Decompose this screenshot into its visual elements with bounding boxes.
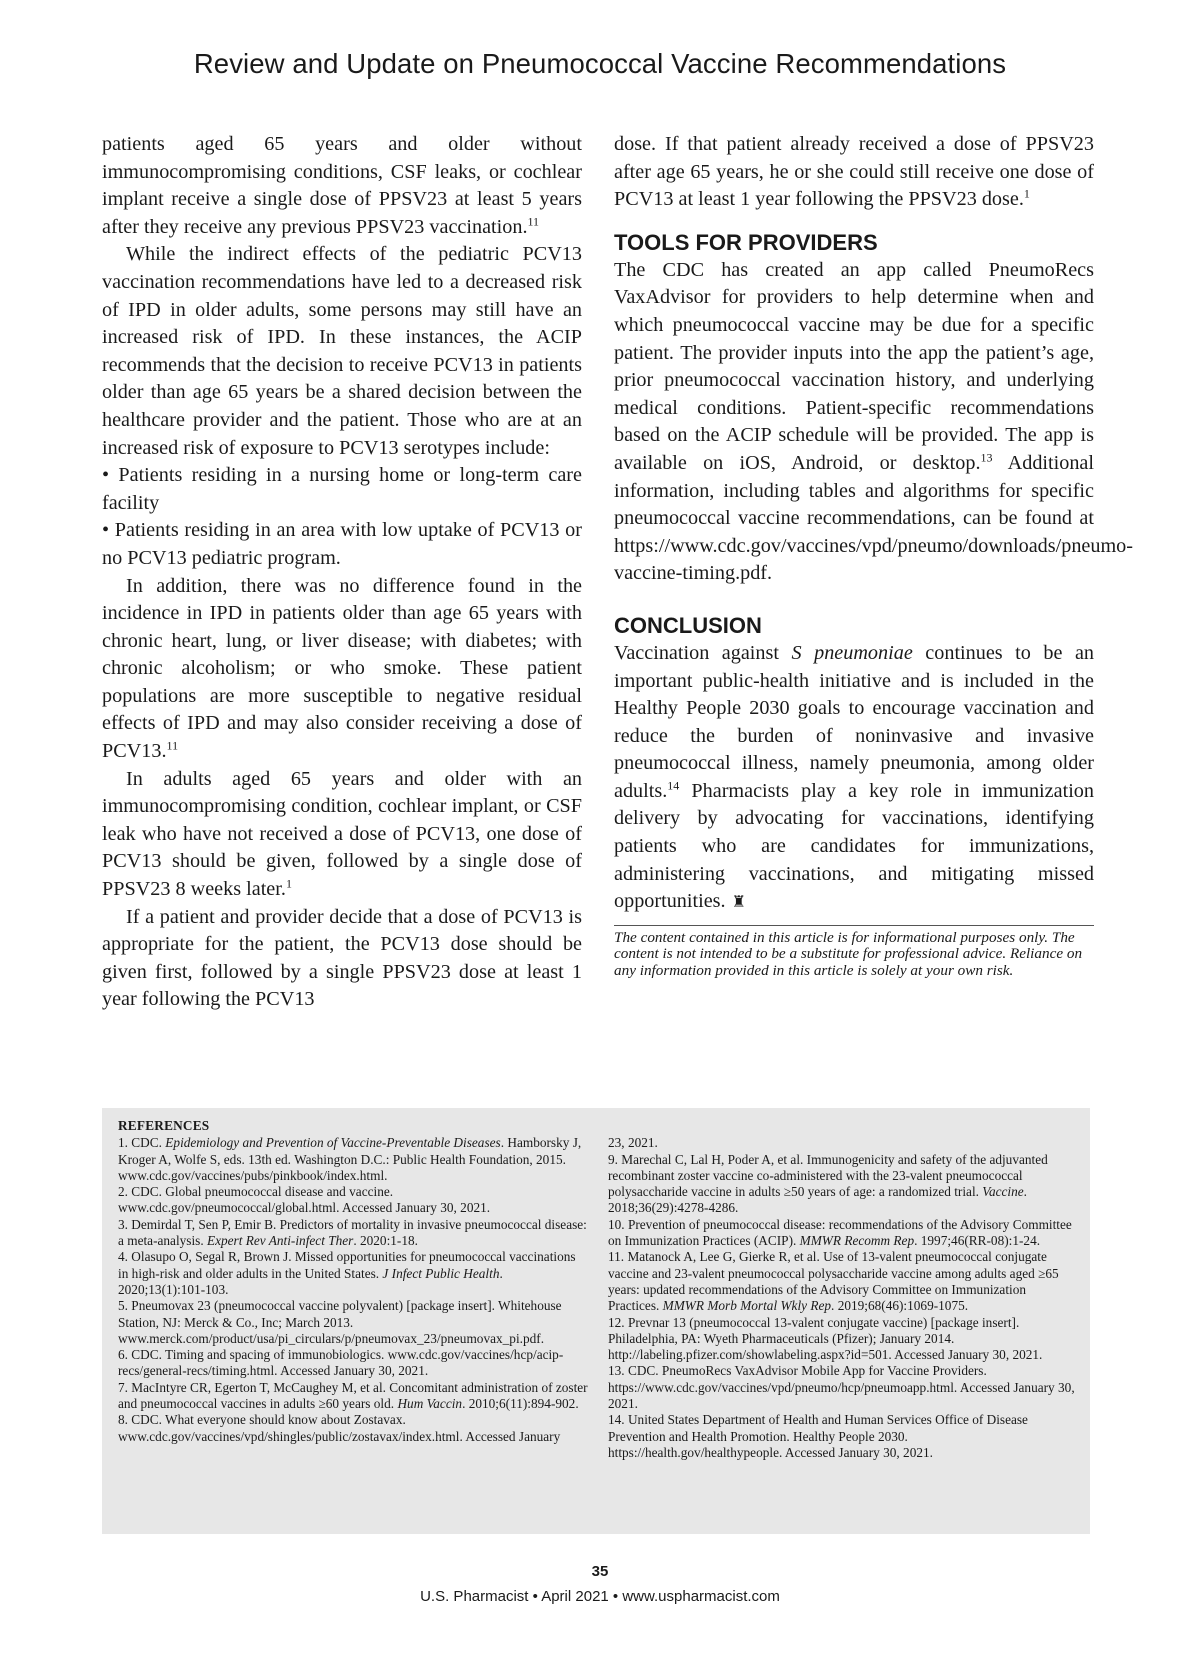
reference-text: 2. CDC. Global pneumococcal disease and vaccine. www.cdc.gov/pneumococcal/global.html. Accessed January 30, 2021. xyxy=(118,1184,491,1216)
reference-item xyxy=(118,1135,588,1184)
journal-title: Epidemiology and Prevention of Vaccine-Preventable Diseases xyxy=(165,1135,501,1151)
section-heading-tools: TOOLS FOR PROVIDERS xyxy=(614,229,878,255)
reference-text: 1. CDC. xyxy=(118,1135,166,1151)
reference-item xyxy=(118,1298,588,1347)
reference-text: 5. Pneumovax 23 (pneumococcal vaccine polyvalent) [package insert]. Whitehouse Station, NJ: Merck & Co., Inc; March 2013. www.merck.com/product/usa/pi_circulars/p/pneumovax_23/pneumovax_pi.pdf. xyxy=(118,1298,562,1346)
reference-item xyxy=(608,1363,1076,1412)
reference-text: . 2019;68(46):1069-1075. xyxy=(831,1298,969,1314)
journal-title: Vaccine xyxy=(982,1184,1024,1200)
reference-text: 14. United States Department of Health and Human Services Office of Disease Prevention and Health Promotion. Healthy People 2030. https://health.gov/healthypeople. Accessed January 30, 2021. xyxy=(608,1412,1028,1460)
paragraph: While the indirect effects of the pediatric PCV13 vaccination recommendations have led to a decreased risk of IPD in older adults, some persons may still have an increased risk of IPD. In these instances, the ACIP recommends that the decision to receive PCV13 in patients older than age 65 years be a shared decision between the healthcare provider and the patient. Those who are at an increased risk of exposure to PCV13 serotypes include: xyxy=(102,243,582,459)
footer-line: U.S. Pharmacist • April 2021 • www.uspharmacist.com xyxy=(420,1588,780,1605)
paragraph-text: The CDC has created an app called PneumoRecs VaxAdvisor for providers to help determine when and which pneumococcal vaccine may be due for a specific patient. The provider inputs into the app the patient’s age, prior pneumococcal vaccination history, and underlying medical conditions. Patient-specific recommendations based on the ACIP schedule will be provided. The app is available on iOS, Android, or desktop. xyxy=(614,258,1094,474)
reference-text: 4. Olasupo O, Segal R, Brown J. Missed opportunities for pneumococcal vaccinations in high-risk and older adults in the United States. xyxy=(118,1249,576,1281)
reference-item xyxy=(608,1135,1076,1151)
journal-title: Hum Vaccin xyxy=(397,1396,463,1412)
paragraph xyxy=(102,573,582,766)
reference-item xyxy=(118,1249,588,1298)
journal-title: MMWR Recomm Rep xyxy=(799,1233,915,1249)
section-heading-conclusion: CONCLUSION xyxy=(614,612,762,638)
reference-item xyxy=(118,1347,588,1380)
reference-item xyxy=(118,1380,588,1413)
bullet-item: • Patients residing in a nursing home or long-term care facility xyxy=(102,464,582,514)
paragraph xyxy=(614,640,1094,917)
reference-text: 9. Marechal C, Lal H, Poder A, et al. Immunogenicity and safety of the adjuvanted recombinant zoster vaccine co-administered with the 23-valent pneumococcal polysaccharide vaccine in adults ≥50 years of age: a randomized trial. xyxy=(608,1151,1048,1200)
citation: 11 xyxy=(166,738,179,753)
paragraph xyxy=(102,766,582,904)
reference-text: 11. Matanock A, Lee G, Gierke R, et al. Use of 13-valent pneumococcal conjugate vaccine and 23-valent pneumococcal polysaccharide vaccine among adults aged ≥65 years: updated recommendations of the Advisory Committee on Immunization Practices. xyxy=(608,1249,1059,1314)
paragraph-text: Pharmacists play a key role in immunization delivery by advocating for vaccinations, identifying patients who are candidates for immunizations, administering vaccinations, and mitigating missed opportunities. xyxy=(614,779,1094,913)
references-box xyxy=(102,1108,1090,1534)
reference-text: . 2018;36(29):4278-4286. xyxy=(608,1184,1027,1216)
reference-text: . 1997;46(RR-08):1-24. xyxy=(914,1233,1041,1249)
reference-text: 10. Prevention of pneumococcal disease: recommendations of the Advisory Committee on Immunization Practices (ACIP). xyxy=(608,1216,1072,1249)
reference-text: 3. Demirdal T, Sen P, Emir B. Predictors of mortality in invasive pneumococcal disease: a meta-analysis. xyxy=(118,1216,587,1249)
citation: 13 xyxy=(980,450,993,465)
end-of-article-icon: ♜ xyxy=(731,894,746,912)
paragraph: If a patient and provider decide that a dose of PCV13 is appropriate for the patient, the PCV13 dose should be given first, followed by a single PPSV23 dose at least 1 year following the PCV13 xyxy=(102,905,582,1011)
journal-title: MMWR Morb Mortal Wkly Rep xyxy=(662,1298,832,1314)
paragraph-text: In addition, there was no difference found in the incidence in IPD in patients older than age 65 years with chronic heart, lung, or liver disease; with diabetes; with chronic alcoholism; or who smoke. These patient populations are more susceptible to negative residual effects of IPD and may also consider receiving a dose of PCV13. xyxy=(102,574,582,763)
paragraph xyxy=(102,131,582,241)
reference-text: 13. CDC. PneumoRecs VaxAdvisor Mobile App for Vaccine Providers. https://www.cdc.gov/vaccines/vpd/pneumo/hcp/pneumoapp.html. Accessed January 30, 2021. xyxy=(608,1363,1075,1412)
reference-item xyxy=(608,1315,1076,1364)
citation: 1 xyxy=(1023,186,1030,201)
page-number: 35 xyxy=(591,1563,609,1580)
paragraph-text: dose. If that patient already received a dose of PPSV23 after age 65 years, he or she could still receive one dose of PCV13 at least 1 year following the PPSV23 dose. xyxy=(614,133,1094,211)
journal-title: J Infect Public Health xyxy=(382,1265,500,1281)
reference-text: . 2020;13(1):101-103. xyxy=(118,1265,503,1297)
disclaimer: The content contained in this article is for informational purposes only. The content is not intended to be a substitute for professional advice. Reliance on any information provided in this article is solely at your own risk. xyxy=(614,925,1094,980)
reference-item xyxy=(118,1184,588,1217)
bullet-item: • Patients residing in an area with low uptake of PCV13 or no PCV13 pediatric program. xyxy=(102,519,582,569)
paragraph-text: Additional information, including tables and algorithms for specific pneumococcal vaccine recommendations, can be found at https://www.cdc.gov/vaccines/vpd/pneumo/downloads/pneumo-vaccine-timing.pdf. xyxy=(614,451,1133,585)
left-column xyxy=(102,131,582,1014)
reference-text: 7. MacIntyre CR, Egerton T, McCaughey M, et al. Concomitant administration of zoster and pneumococcal vaccines in adults ≥60 years old. xyxy=(118,1379,588,1412)
reference-item xyxy=(118,1412,588,1445)
paragraph xyxy=(614,257,1133,588)
reference-item xyxy=(608,1412,1076,1461)
reference-text: . Hamborsky J, Kroger A, Wolfe S, eds. 13th ed. Washington D.C.: Public Health Foundation, 2015. www.cdc.gov/vaccines/pubs/pinkbook/index.html. xyxy=(118,1135,582,1183)
reference-text: . 2020:1-18. xyxy=(353,1233,418,1249)
reference-text: . 2010;6(11):894-902. xyxy=(462,1396,579,1412)
running-title: Review and Update on Pneumococcal Vaccine Recommendations xyxy=(193,48,1007,79)
paragraph-text: patients aged 65 years and older without immunocompromising conditions, CSF leaks, or cochlear implant receive a single dose of PPSV23 at least 5 years after they receive any previous PPSV23 vaccination. xyxy=(102,133,582,238)
reference-text: 23, 2021. xyxy=(608,1135,658,1151)
citation: 1 xyxy=(285,876,292,891)
references-title: REFERENCES xyxy=(118,1118,210,1133)
references-right-column xyxy=(608,1135,1076,1461)
reference-text: 6. CDC. Timing and spacing of immunobiologics. www.cdc.gov/vaccines/hcp/acip-recs/general-recs/timing.html. Accessed January 30, 2021. xyxy=(118,1347,564,1379)
species-name: S pneumoniae xyxy=(791,641,913,664)
citation: 14 xyxy=(667,778,680,793)
reference-text: 12. Prevnar 13 (pneumococcal 13-valent conjugate vaccine) [package insert]. Philadelphia, PA: Wyeth Pharmaceuticals (Pfizer); January 2014. http://labeling.pfizer.com/showlabeling.aspx?id=501. Accessed January 30, 2021. xyxy=(608,1314,1043,1363)
paragraph-text: continues to be an important public-health initiative and is included in the Healthy People 2030 goals to encourage vaccination and reduce the burden of noninvasive and invasive pneumococcal illness, namely pneumonia, among older adults. xyxy=(614,641,1094,802)
paragraph xyxy=(614,131,1094,214)
reference-item xyxy=(608,1152,1076,1217)
journal-title: Expert Rev Anti-infect Ther xyxy=(206,1233,354,1249)
reference-item xyxy=(608,1217,1076,1250)
paragraph-text: In adults aged 65 years and older with an immunocompromising condition, cochlear implant, or CSF leak who have not received a dose of PCV13, one dose of PCV13 should be given, followed by a single dose of PPSV23 8 weeks later. xyxy=(102,767,582,901)
references-left-column xyxy=(118,1135,588,1461)
paragraph-text: Vaccination against xyxy=(614,641,792,664)
reference-item xyxy=(118,1217,588,1250)
citation: 11 xyxy=(527,214,540,229)
reference-item xyxy=(608,1249,1076,1314)
right-column xyxy=(614,131,1133,980)
reference-text: 8. CDC. What everyone should know about Zostavax. www.cdc.gov/vaccines/vpd/shingles/public/zostavax/index.html. Accessed January xyxy=(118,1412,561,1444)
